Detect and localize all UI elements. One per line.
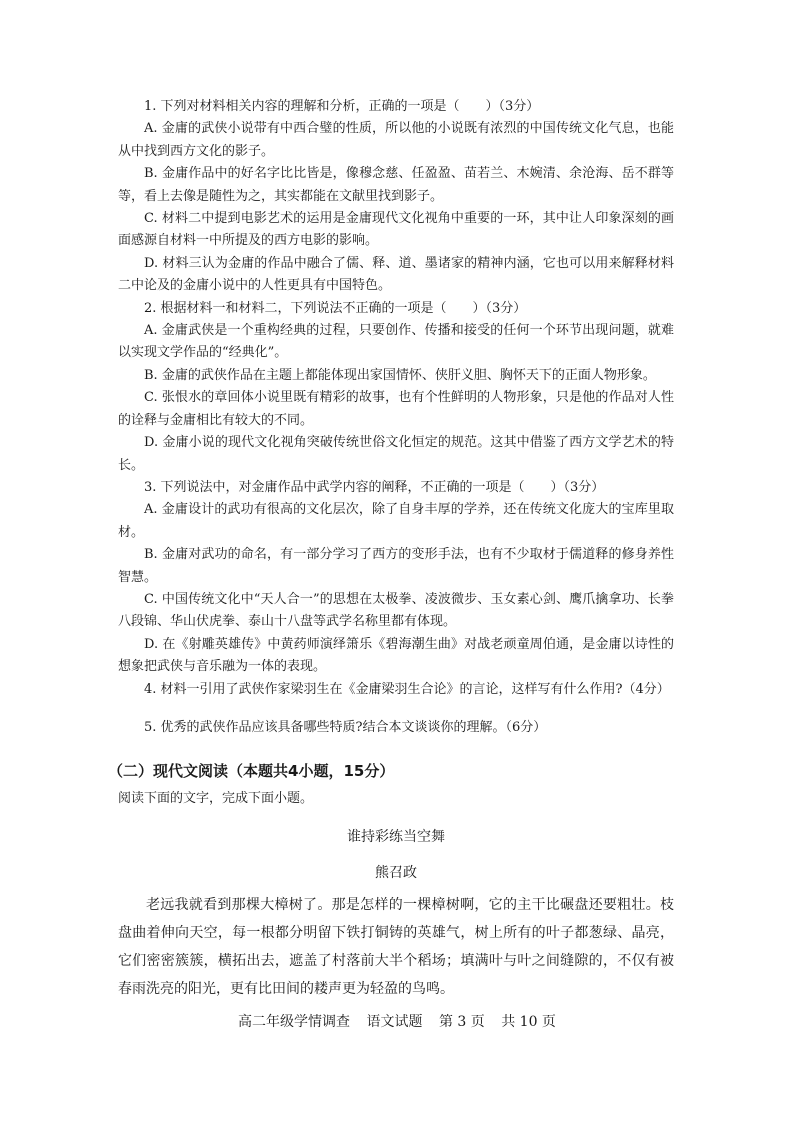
question-1-option-d: D. 材料三认为金庸的作品中融合了儒、释、道、墨诸家的精神内涵，它也可以用来解释材料二中论及的金庸小说中的人性更具有中国特色。 <box>118 255 674 294</box>
page-footer <box>0 1012 794 1032</box>
question-1-option-c: C. 材料二中提到电影艺术的运用是金庸现代文化视角中重要的一环，其中让人印象深刻的画面感源自材料一中所提及的西方电影的影响。 <box>118 211 674 249</box>
question-3-option-d: D. 在《射雕英雄传》中黄药师演绎箫乐《碧海潮生曲》对战老顽童周伯通，是金庸以诗性的想象把武侠与音乐融为一体的表现。 <box>118 636 674 675</box>
section-instruction: 阅读下面的文字，完成下面小题。 <box>118 791 314 807</box>
question-2-option-c: C. 张恨水的章回体小说里既有精彩的故事，也有个性鲜明的人物形象，只是他的作品对人性的诠释与金庸相比有较大的不同。 <box>118 390 674 428</box>
footer-exam: 高二年级学情调查 <box>238 1014 351 1030</box>
story-paragraph: 老远我就看到那棵大樟树了。那是怎样的一棵樟树啊，它的主干比碾盘还要粗壮。枝盘曲着伸向天空，每一根都分明留下铁打铜铸的英雄气，树上所有的叶子都葱绿、晶亮，它们密密簇簇，横拓出去，遮盖了村落前大半个稻场；填满叶与叶之间缝隙的，不仅有被春雨洗亮的阳光，更有比田间的耧声更为轻盈的鸟鸣。 <box>118 896 674 997</box>
question-3-option-b: B. 金庸对武功的命名，有一部分学习了西方的变形手法，也有不少取材于儒道释的修身养性智慧。 <box>118 547 674 585</box>
footer-total: 共 10 页 <box>501 1014 556 1030</box>
question-1-option-b: B. 金庸作品中的好名字比比皆是，像穆念慈、任盈盈、苗若兰、木婉清、余沧海、岳不群等等，看上去像是随性为之，其实都能在文献里找到影子。 <box>118 166 674 204</box>
spacer <box>118 701 674 717</box>
question-2-option-b: B. 金庸的武侠作品在主题上都能体现出家国情怀、侠肝义胆、胸怀天下的正面人物形象。 <box>144 367 656 383</box>
question-1-option-a: A. 金庸的武侠小说带有中西合璧的性质，所以他的小说既有浓烈的中国传统文化气息，也能从中找到西方文化的影子。 <box>118 121 674 159</box>
question-3-stem: 3. 下列说法中，对金庸作品中武学内容的阐释，不正确的一项是（ ）（3分） <box>144 479 605 495</box>
footer-page: 第 3 页 <box>438 1014 485 1030</box>
question-2-option-a: A. 金庸武侠是一个重构经典的过程，只要创作、传播和接受的任何一个环节出现问题，就难以实现文学作品的“经典化”。 <box>118 323 674 361</box>
story-author: 熊召政 <box>375 864 417 881</box>
question-5: 5. 优秀的武侠作品应该具备哪些特质?结合本文谈谈你的理解。（6分） <box>144 719 547 735</box>
question-3-option-c: C. 中国传统文化中“天人合一”的思想在太极拳、凌波微步、玉女素心剑、鹰爪擒拿功、长拳八段锦、华山伏虎拳、泰山十八盘等武学名称里都有体现。 <box>118 591 674 630</box>
section-title: （二）现代文阅读（本题共4小题，15分） <box>108 762 395 781</box>
question-1-stem: 1. 下列对材料相关内容的理解和分析，正确的一项是（ ）（3分） <box>144 99 540 114</box>
story-title: 谁持彩练当空舞 <box>347 828 445 845</box>
question-4: 4. 材料一引用了武侠作家梁羽生在《金庸梁羽生合论》的言论，这样写有什么作用?（4分） <box>144 681 670 697</box>
question-2-stem: 2. 根据材料一和材料二，下列说法不正确的一项是（ ）（3分） <box>144 300 527 316</box>
question-2-option-d: D. 金庸小说的现代文化视角突破传统世俗文化恒定的规范。这其中借鉴了西方文学艺术的特长。 <box>118 435 674 473</box>
story-block <box>118 823 674 1003</box>
question-area <box>108 96 674 1003</box>
question-3-option-a: A. 金庸设计的武功有很高的文化层次，除了自身丰厚的学养，还在传统文化庞大的宝库里取材。 <box>118 502 674 540</box>
footer-subject: 语文试题 <box>366 1014 423 1030</box>
